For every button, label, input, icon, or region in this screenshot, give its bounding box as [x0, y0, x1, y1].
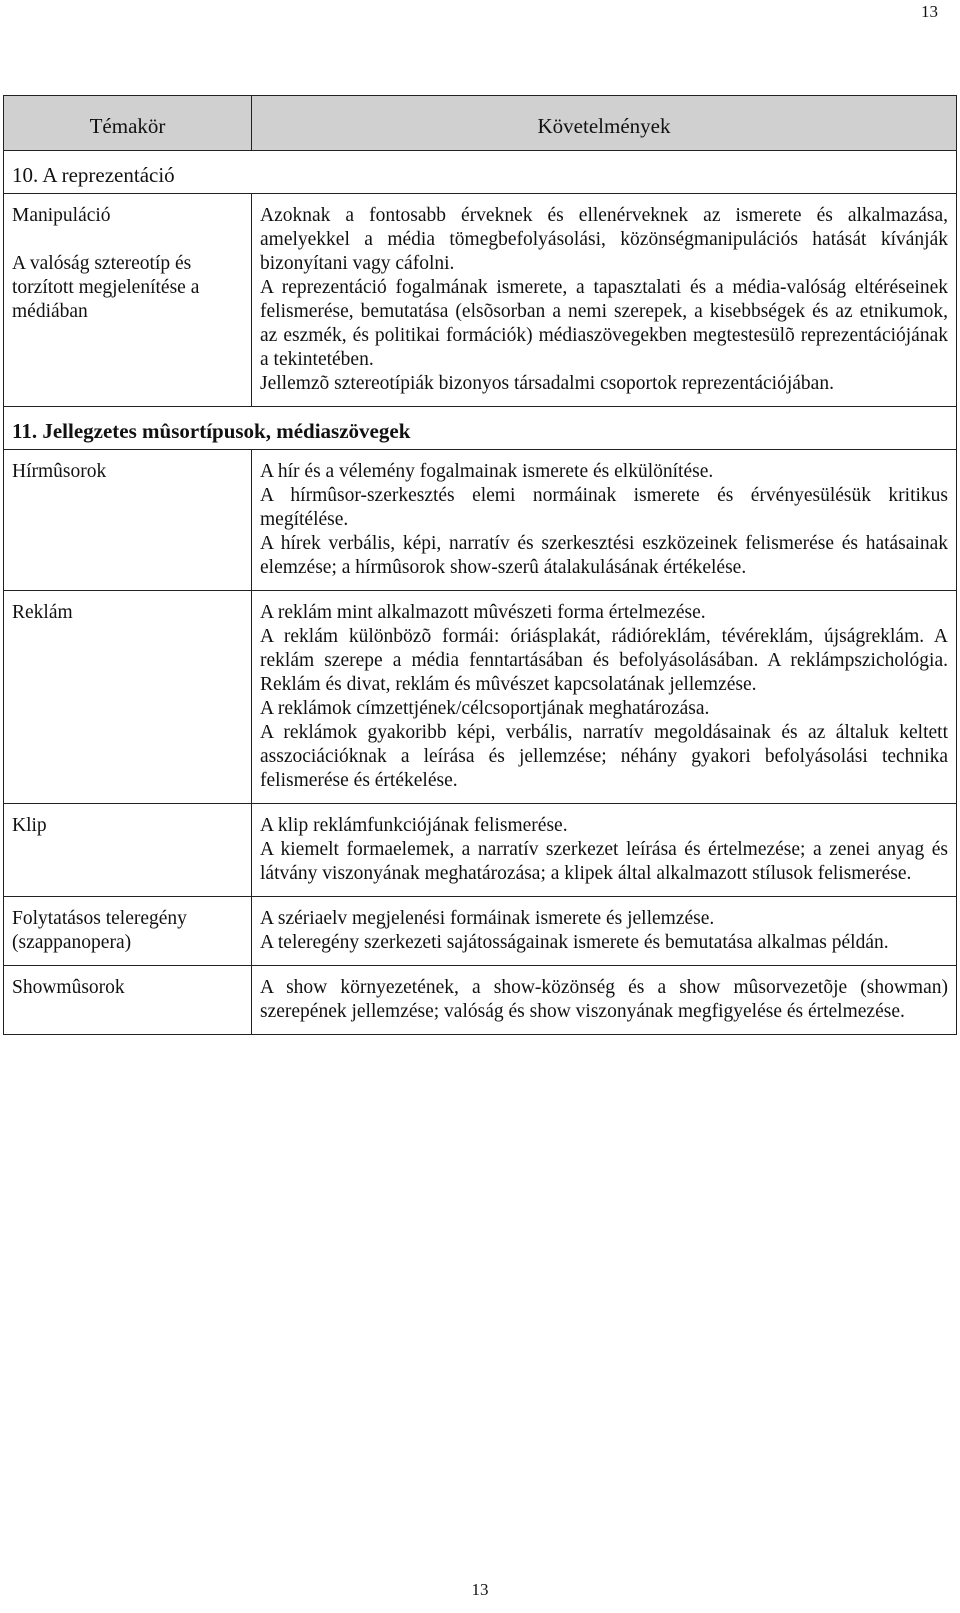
- requirement-cell: [252, 966, 957, 1035]
- requirement-text: A reprezentáció fogalmának ismerete, a tapasztalati és a média-valóság eltéréseinek felismerése, bemutatása (elsõsorban a nemi szerepek, a kisebbségek és az etnikumok, az eszmék, és politikai formációk) médiaszövegekben megtestesülõ reprezentációjának a tekintetében.: [260, 277, 948, 370]
- requirement-text: A klip reklámfunkciójának felismerése.: [260, 815, 568, 836]
- topic-cell: [4, 194, 252, 407]
- table-row: [4, 450, 957, 591]
- section-11-title: 11. Jellegzetes mûsortípusok, médiaszövegek: [4, 407, 957, 450]
- topic-cell: Klip: [4, 804, 252, 897]
- requirement-cell: [252, 804, 957, 897]
- table-row: [4, 194, 957, 407]
- requirement-text: A hírek verbális, képi, narratív és szerkesztési eszközeinek felismerése és hatásainak elemzése; a hírmûsorok show-szerû átalakulásának értékelése.: [260, 533, 948, 578]
- page-number-top: 13: [921, 2, 938, 21]
- requirement-text: A hír és a vélemény fogalmainak ismerete és elkülönítése.: [260, 461, 714, 482]
- section-10-title: 10. A reprezentáció: [4, 151, 957, 194]
- requirement-text: A teleregény szerkezeti sajátosságainak ismerete és bemutatása alkalmas példán.: [260, 932, 889, 953]
- table-row: [4, 591, 957, 804]
- requirement-text: A reklámok gyakoribb képi, verbális, narratív megoldásainak és az általuk keltett asszociációknak a leírása és jellemzése; néhány gyakori befolyásolási technika felismerése és értékelése.: [260, 722, 948, 791]
- requirement-text: A reklám mint alkalmazott mûvészeti forma értelmezése.: [260, 602, 706, 623]
- requirement-cell: [252, 450, 957, 591]
- topic-cell: Folytatásos teleregény (szappanopera): [4, 897, 252, 966]
- requirement-text: A kiemelt formaelemek, a narratív szerkezet leírása és értelmezése; a zenei anyag és látvány viszonyának meghatározása; a klipek által alkalmazott stílusok felismerése.: [260, 839, 948, 884]
- page-number-bottom: 13: [471, 1580, 489, 1599]
- requirement-cell: [252, 194, 957, 407]
- requirements-table: [3, 95, 957, 1035]
- section-10-row: [4, 151, 957, 194]
- topic-cell: Hírmûsorok: [4, 450, 252, 591]
- requirement-text: A reklám különbözõ formái: óriásplakát, rádióreklám, tévéreklám, újságreklám. A reklám szerepe a média fenntartásában és befolyásolásában. A reklámpszichológia. Reklám és divat, reklám és mûvészet kapcsolatának jellemzése.: [260, 626, 948, 695]
- section-11-row: [4, 407, 957, 450]
- topic-cell: Showmûsorok: [4, 966, 252, 1035]
- requirement-cell: [252, 897, 957, 966]
- requirement-text: Azoknak a fontosabb érveknek és ellenérveknek az ismerete és alkalmazása, amelyekkel a média tömegbefolyásolási, közönségmanipulációs hatását kívánják bizonyítani vagy cáfolni.: [260, 205, 948, 274]
- requirement-text: A reklámok címzettjének/célcsoportjának meghatározása.: [260, 698, 710, 719]
- topic-label: Manipuláció: [12, 205, 111, 226]
- header-requirements: Követelmények: [252, 96, 957, 151]
- topic-cell: Reklám: [4, 591, 252, 804]
- table-header-row: [4, 96, 957, 151]
- requirement-text: Jellemzõ sztereotípiák bizonyos társadalmi csoportok reprezentációjában.: [260, 373, 834, 394]
- requirement-text: A show környezetének, a show-közönség és a show mûsorvezetõje (showman) szerepének jellemzése; valóság és show viszonyának megfigyelése és értelmezése.: [260, 977, 948, 1022]
- topic-label: A valóság sztereotíp és torzított megjelenítése a médiában: [12, 253, 200, 322]
- table-row: [4, 966, 957, 1035]
- header-topic: Témakör: [4, 96, 252, 151]
- table-row: [4, 804, 957, 897]
- table-row: [4, 897, 957, 966]
- requirement-cell: [252, 591, 957, 804]
- requirement-text: A hírmûsor-szerkesztés elemi normáinak ismerete és érvényesülésük kritikus megítélése.: [260, 485, 948, 530]
- requirement-text: A szériaelv megjelenési formáinak ismerete és jellemzése.: [260, 908, 715, 929]
